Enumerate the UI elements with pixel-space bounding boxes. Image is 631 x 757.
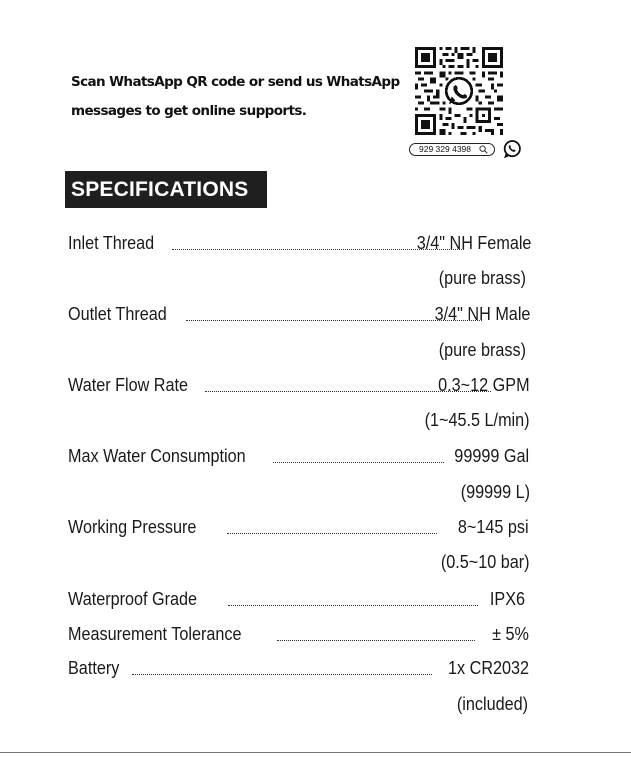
spec-continuation: (pure brass) <box>438 268 526 288</box>
spec-continuation: (1~45.5 L/min) <box>425 410 530 430</box>
support-line-1: Scan WhatsApp QR code or send us WhatsApp <box>71 74 400 90</box>
spec-label: Battery <box>68 658 120 678</box>
spec-label: Outlet Thread <box>68 304 167 324</box>
spec-value: 0.3~12 GPM <box>438 375 530 395</box>
spec-value: 3/4" NH Female <box>416 233 531 253</box>
spec-label: Inlet Thread <box>68 233 155 253</box>
spec-row-waterproof-grade <box>68 587 525 611</box>
dot-leader <box>227 516 437 534</box>
spec-value: ± 5% <box>492 624 529 644</box>
spec-label: Max Water Consumption <box>68 446 246 466</box>
spec-row-working-pressure <box>68 515 529 539</box>
spec-row-measurement-tolerance <box>68 622 529 646</box>
spec-value: 99999 Gal <box>454 446 529 466</box>
spec-label: Measurement Tolerance <box>68 624 242 644</box>
spec-row-battery <box>68 656 529 680</box>
spec-row-water-flow-rate <box>68 373 530 397</box>
spec-row-outlet-thread <box>68 302 530 326</box>
dot-leader <box>273 445 444 463</box>
support-message <box>71 68 401 126</box>
spec-label: Waterproof Grade <box>68 589 198 609</box>
page-bottom-rule <box>0 752 631 753</box>
spec-value: 3/4" NH Male <box>434 304 530 324</box>
spec-label: Working Pressure <box>68 517 197 537</box>
spec-value: IPX6 <box>489 589 525 609</box>
spec-value: 1x CR2032 <box>447 658 529 678</box>
spec-continuation: (included) <box>456 694 528 714</box>
spec-value: 8~145 psi <box>458 517 529 537</box>
spec-continuation: (pure brass) <box>438 340 526 360</box>
spec-row-max-water-consumption <box>68 444 529 468</box>
spec-row-inlet-thread <box>68 231 531 255</box>
qr-code-icon[interactable] <box>415 47 503 135</box>
dot-leader <box>132 657 432 675</box>
phone-number: 929 329 4398 <box>419 144 471 154</box>
phone-search-field[interactable] <box>409 143 495 156</box>
spec-continuation: (0.5~10 bar) <box>441 552 530 572</box>
search-icon <box>479 145 488 154</box>
dot-leader <box>277 623 475 641</box>
spec-continuation: (99999 L) <box>460 482 530 502</box>
specifications-heading: SPECIFICATIONS <box>65 171 267 208</box>
spec-label: Water Flow Rate <box>68 375 189 395</box>
dot-leader <box>228 588 478 606</box>
whatsapp-icon[interactable] <box>502 139 522 159</box>
support-line-2: messages to get online supports. <box>71 103 307 119</box>
